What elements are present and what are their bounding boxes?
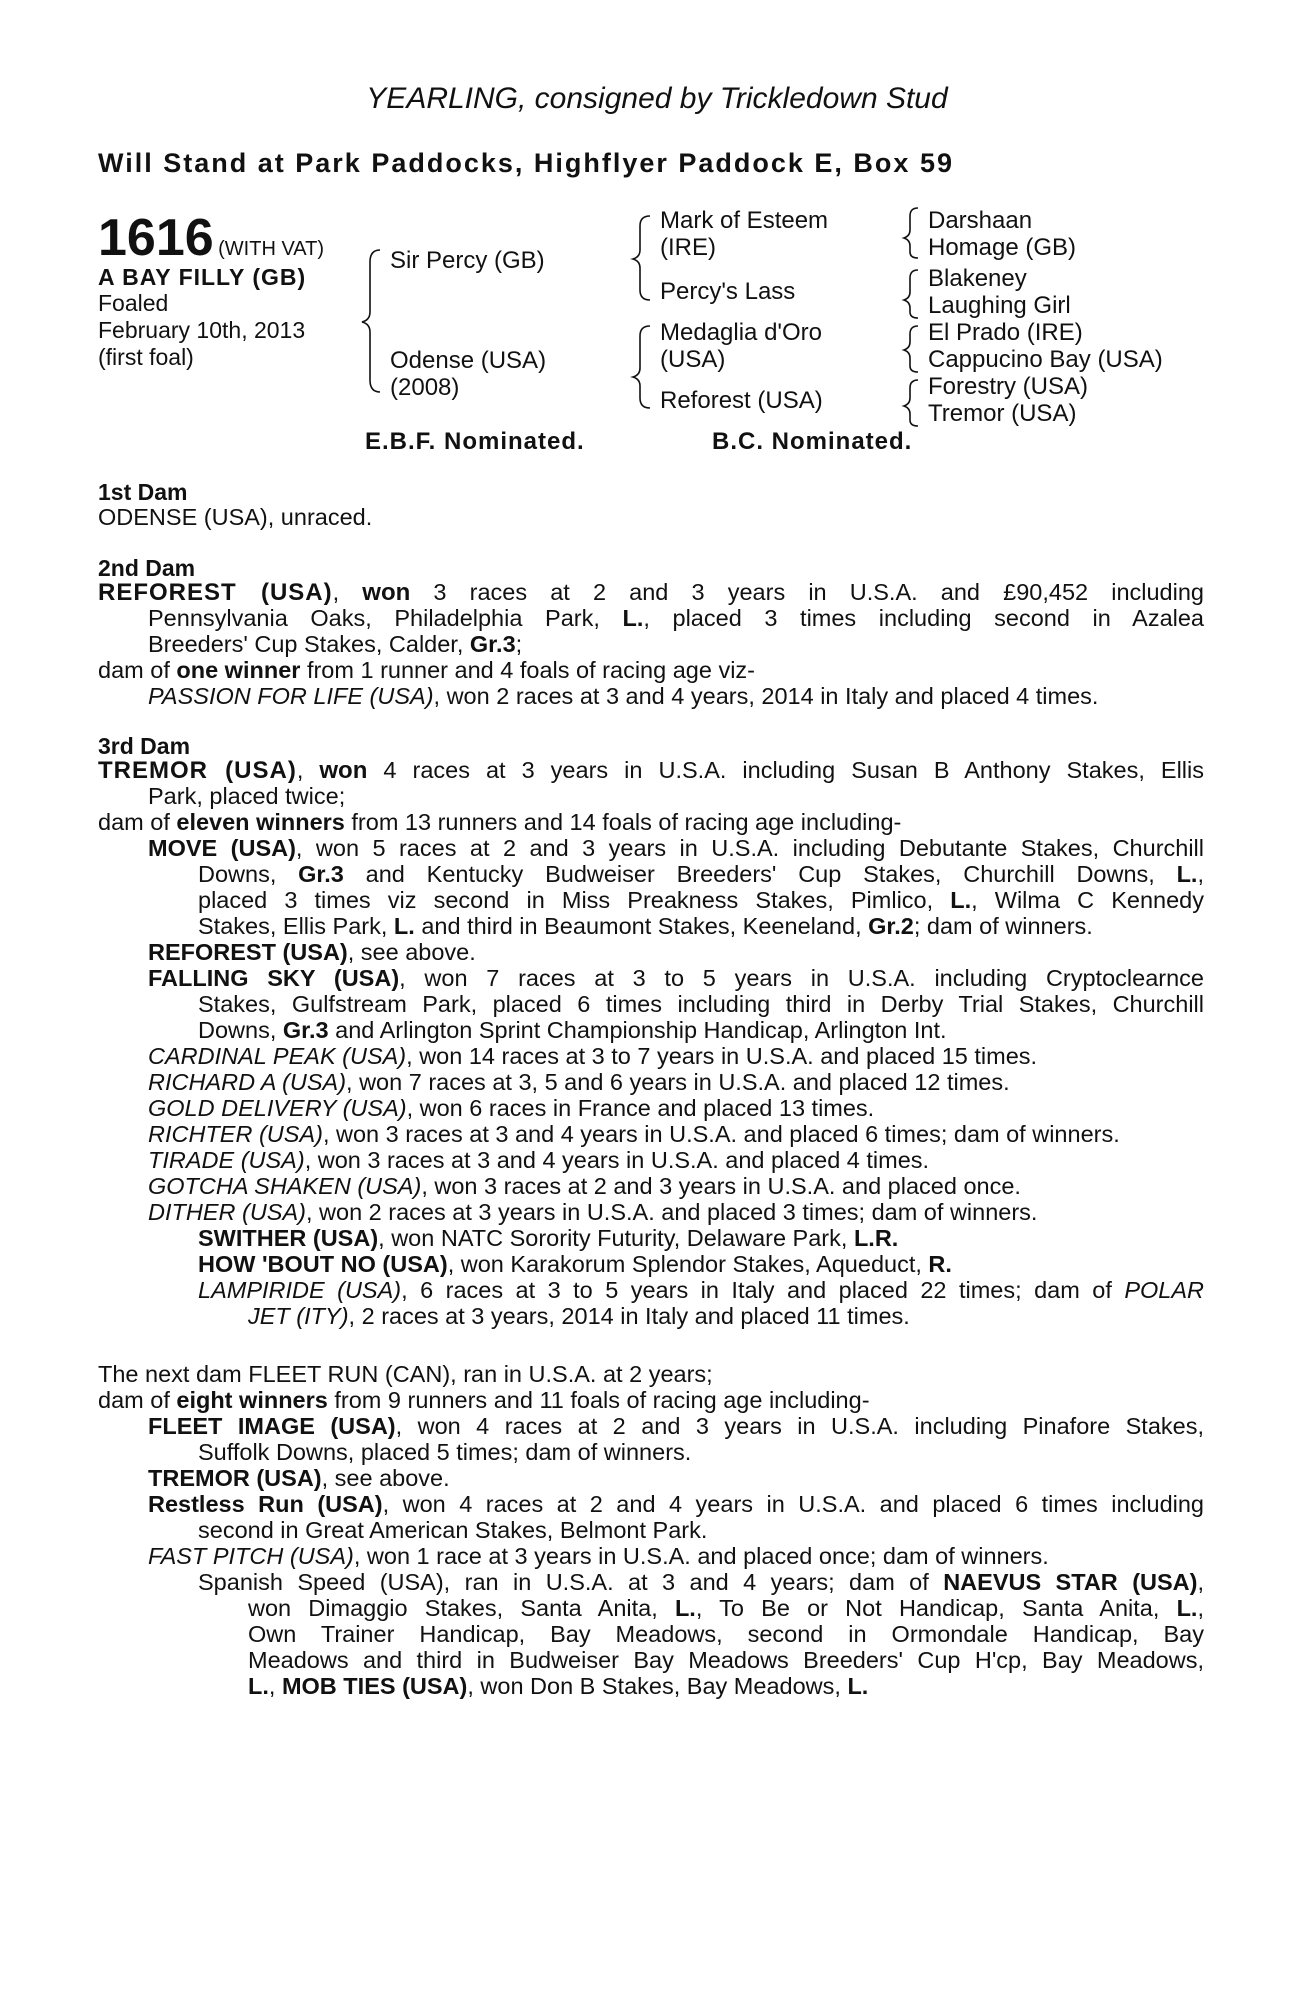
restless-run-line-2: second in Great American Stakes, Belmont Park. [198, 1517, 708, 1543]
third-dam-line-2: Park, placed twice; [148, 783, 346, 809]
next-dam-line-1: The next dam FLEET RUN (CAN), ran in U.S.A. at 2 years; [98, 1361, 713, 1387]
dam-dam: Reforest (USA) [660, 387, 823, 414]
brace-dam [633, 326, 650, 408]
dither-line: DITHER (USA), won 2 races at 3 years in U.S.A. and placed 3 times; dam of winners. [148, 1199, 1038, 1225]
sire-sire: Mark of Esteem [660, 207, 829, 234]
how-bout-no-line: HOW 'BOUT NO (USA), won Karakorum Splendor Stakes, Aqueduct, R. [198, 1251, 952, 1277]
lampiride-line-1: LAMPIRIDE (USA), 6 races at 3 to 5 years in Italy and placed 22 times; dam of POLAR [198, 1277, 1204, 1303]
dam-sire-country: (USA) [660, 346, 726, 373]
vat-note: (WITH VAT) [218, 238, 325, 260]
third-dam-line-1: TREMOR (USA), won 4 races at 3 years in U.S.A. including Susan B Anthony Stakes, Ellis [98, 757, 1204, 784]
gotcha-shaken-line: GOTCHA SHAKEN (USA), won 3 races at 2 and 3 years in U.S.A. and placed once. [148, 1173, 1021, 1199]
dam-year: (2008) [390, 374, 460, 401]
falling-sky-line-2: Stakes, Gulfstream Park, placed 6 times including third in Derby Trial Stakes, Churchill [198, 991, 1204, 1017]
spanish-speed-line-5: L., MOB TIES (USA), won Don B Stakes, Bay Meadows, L. [248, 1673, 869, 1699]
fast-pitch-line: FAST PITCH (USA), won 1 race at 3 years in U.S.A. and placed once; dam of winners. [148, 1543, 1049, 1569]
move-line-3: placed 3 times viz second in Miss Preakness Stakes, Pimlico, L., Wilma C Kennedy [198, 887, 1204, 913]
spanish-speed-line-4: Meadows and third in Budweiser Bay Meadows Breeders' Cup H'cp, Bay Meadows, [248, 1647, 1204, 1673]
move-line-4: Stakes, Ellis Park, L. and third in Beaumont Stakes, Keeneland, Gr.2; dam of winners. [198, 913, 1093, 939]
second-dam-line-3: Breeders' Cup Stakes, Calder, Gr.3; [148, 631, 523, 657]
consignor-header: YEARLING, consigned by Trickledown Stud [366, 82, 948, 115]
brace-ds [904, 326, 918, 372]
sire-sire-country: (IRE) [660, 234, 716, 261]
dam-name: Odense (USA) [390, 347, 547, 374]
richard-a-line: RICHARD A (USA), won 7 races at 3, 5 and 6 years in U.S.A. and placed 12 times. [148, 1069, 1010, 1095]
spanish-speed-line-3: Own Trainer Handicap, Bay Meadows, second in Ormondale Handicap, Bay [248, 1621, 1204, 1647]
spanish-speed-line-1: Spanish Speed (USA), ran in U.S.A. at 3 and 4 years; dam of NAEVUS STAR (USA), [198, 1569, 1204, 1595]
sire-name: Sir Percy (GB) [390, 247, 545, 274]
second-dam-line-2: Pennsylvania Oaks, Philadelphia Park, L., placed 3 times including second in Azalea [148, 605, 1204, 631]
second-dam-line-1: REFOREST (USA), won 3 races at 2 and 3 years in U.S.A. and £90,452 including [98, 579, 1204, 606]
location-line: Will Stand at Park Paddocks, Highflyer Paddock E, Box 59 [98, 148, 954, 178]
tirade-line: TIRADE (USA), won 3 races at 3 and 4 years in U.S.A. and placed 4 times. [148, 1147, 930, 1173]
sd-sire: Blakeney [928, 265, 1027, 292]
reforest-line: REFOREST (USA), see above. [148, 939, 476, 965]
move-line-1: MOVE (USA), won 5 races at 2 and 3 years in U.S.A. including Debutante Stakes, Churchill [148, 835, 1204, 861]
third-dam-heading: 3rd Dam [98, 733, 191, 759]
dd-sire: Forestry (USA) [928, 373, 1089, 400]
restless-run-line-1: Restless Run (USA), won 4 races at 2 and 4 years in U.S.A. and placed 6 times including [148, 1491, 1205, 1517]
tremor-line: TREMOR (USA), see above. [148, 1465, 450, 1491]
ss-dam: Homage (GB) [928, 234, 1077, 261]
move-line-2: Downs, Gr.3 and Kentucky Budweiser Breeders' Cup Stakes, Churchill Downs, L., [198, 861, 1204, 887]
gold-delivery-line: GOLD DELIVERY (USA), won 6 races in France and placed 13 times. [148, 1095, 875, 1121]
richter-line: RICHTER (USA), won 3 races at 3 and 4 years in U.S.A. and placed 6 times; dam of winners. [148, 1121, 1120, 1147]
brace-ss [904, 208, 918, 258]
second-dam-heading: 2nd Dam [98, 555, 196, 581]
spanish-speed-line-2: won Dimaggio Stakes, Santa Anita, L., To Be or Not Handicap, Santa Anita, L., [248, 1595, 1204, 1621]
falling-sky-line-1: FALLING SKY (USA), won 7 races at 3 to 5 years in U.S.A. including Cryptoclearnce [148, 965, 1204, 991]
ds-dam: Cappucino Bay (USA) [928, 346, 1163, 373]
swither-line: SWITHER (USA), won NATC Sorority Futurity, Delaware Park, L.R. [198, 1225, 899, 1251]
bc-nominated: B.C. Nominated. [712, 428, 913, 455]
brace-sd [904, 270, 918, 318]
third-dam-line-3: dam of eleven winners from 13 runners and 14 foals of racing age including- [98, 809, 902, 835]
dam-sire: Medaglia d'Oro [660, 319, 822, 346]
ebf-nominated: E.B.F. Nominated. [365, 428, 585, 455]
brace-sire [633, 216, 650, 300]
cardinal-peak-line: CARDINAL PEAK (USA), won 14 races at 3 to 7 years in U.S.A. and placed 15 times. [148, 1043, 1038, 1069]
lampiride-line-2: JET (ITY), 2 races at 3 years, 2014 in Italy and placed 11 times. [248, 1303, 910, 1329]
ds-sire: El Prado (IRE) [928, 319, 1083, 346]
first-foal-note: (first foal) [98, 344, 194, 370]
second-dam-line-5: PASSION FOR LIFE (USA), won 2 races at 3 and 4 years, 2014 in Italy and placed 4 times. [148, 683, 1099, 709]
brace-dd [904, 380, 918, 426]
falling-sky-line-3: Downs, Gr.3 and Arlington Sprint Championship Handicap, Arlington Int. [198, 1017, 947, 1043]
lot-name: A BAY FILLY (GB) [98, 264, 307, 290]
dd-dam: Tremor (USA) [928, 400, 1077, 427]
ss-sire: Darshaan [928, 207, 1033, 234]
sire-dam: Percy's Lass [660, 278, 796, 305]
first-dam-heading: 1st Dam [98, 479, 188, 505]
foaled-label: Foaled [98, 290, 169, 316]
sd-dam: Laughing Girl [928, 292, 1071, 319]
pedigree-braces [0, 0, 1314, 460]
first-dam-text: ODENSE (USA), unraced. [98, 504, 373, 530]
lot-number: 1616 [98, 209, 214, 267]
brace-main [362, 250, 380, 392]
next-dam-line-2: dam of eight winners from 9 runners and 11 foals of racing age including- [98, 1387, 870, 1413]
foaled-date: February 10th, 2013 [98, 317, 306, 343]
fleet-image-line-2: Suffolk Downs, placed 5 times; dam of winners. [198, 1439, 692, 1465]
fleet-image-line-1: FLEET IMAGE (USA), won 4 races at 2 and 3 years in U.S.A. including Pinafore Stakes, [148, 1413, 1204, 1439]
second-dam-line-4: dam of one winner from 1 runner and 4 foals of racing age viz- [98, 657, 755, 683]
